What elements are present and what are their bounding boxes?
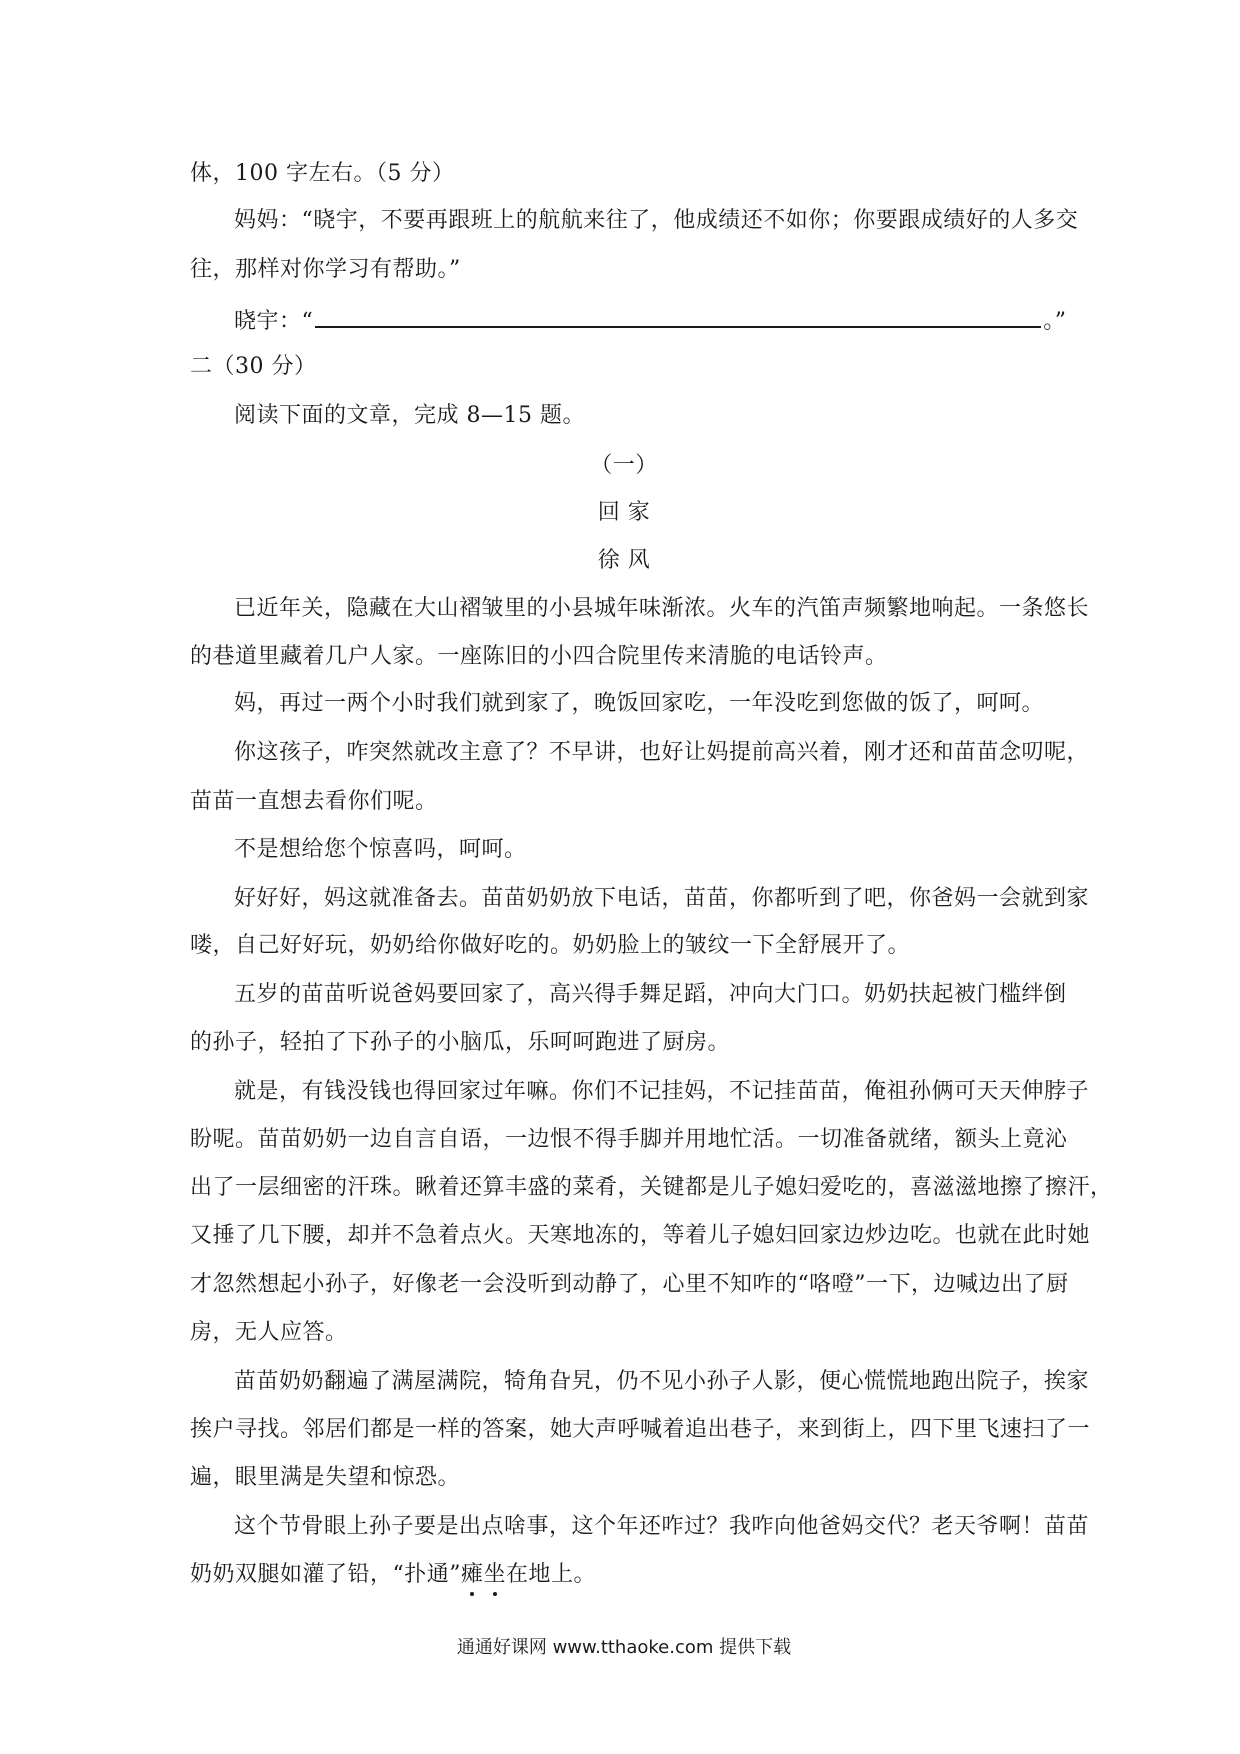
- reading-instruction: 阅读下面的文章，完成 8—15 题。: [234, 403, 585, 428]
- p9-text-b: 在地上。: [506, 1562, 597, 1587]
- paragraph-9-line-2: [190, 1560, 1058, 1590]
- paragraph-1-line-2: 的巷道里藏着几户人家。一座陈旧的小四合院里传来清脆的电话铃声。: [190, 644, 888, 669]
- paragraph-7-line-1: 就是，有钱没钱也得回家过年嘛。你们不记挂妈，不记挂苗苗，俺祖孙俩可天天伸脖子: [234, 1079, 1090, 1104]
- emphasis-char-2: 坐: [484, 1560, 507, 1590]
- emphasis-char-1: 瘫: [461, 1560, 484, 1590]
- p9-text-a: 奶奶双腿如灌了铅，“扑通”: [190, 1562, 461, 1587]
- answer-blank[interactable]: [315, 304, 1041, 328]
- xiaoyu-prefix: 晓宇：“: [234, 309, 314, 334]
- article-title: 回 家: [597, 500, 651, 525]
- paragraph-6-line-1: 五岁的苗苗听说爸妈要回家了，高兴得手舞足蹈，冲向大门口。奶奶扶起被门槛绊倒: [234, 982, 1067, 1007]
- paragraph-6-line-2: 的孙子，轻拍了下孙子的小脑瓜，乐呵呵跑进了厨房。: [190, 1030, 731, 1055]
- paragraph-7-line-5: 才忽然想起小孙子，好像老一会没听到动静了，心里不知咋的“咯噔”一下，边喊边出了厨: [190, 1272, 1069, 1297]
- paragraph-7-line-4: 又捶了几下腰，却并不急着点火。天寒地冻的，等着儿子媳妇回家边炒边吃。也就在此时她: [190, 1223, 1091, 1248]
- paragraph-7-line-2: 盼呢。苗苗奶奶一边自言自语，一边恨不得手脚并用地忙活。一切准备就绪，额头上竟沁: [190, 1127, 1068, 1152]
- paragraph-5-line-1: 好好好，妈这就准备去。苗苗奶奶放下电话，苗苗，你都听到了吧，你爸妈一会就到家: [234, 886, 1090, 911]
- paragraph-7-line-3: 出了一层细密的汗珠。瞅着还算丰盛的菜肴，关键都是儿子媳妇爱吃的，喜滋滋地擦了擦汗，: [190, 1175, 1113, 1200]
- paragraph-3-line-1: 你这孩子，咋突然就改主意了？不早讲，也好让妈提前高兴着，刚才还和苗苗念叨呢，: [234, 740, 1090, 765]
- paragraph-8-line-2: 挨户寻找。邻居们都是一样的答案，她大声呼喊着追出巷子，来到街上，四下里飞速扫了一: [190, 1417, 1091, 1442]
- paragraph-8-line-3: 遍，眼里满是失望和惊恐。: [190, 1465, 461, 1490]
- xiaoyu-answer-line: [234, 304, 1067, 337]
- paragraph-4-line-1: 不是想给您个惊喜吗，呵呵。: [234, 837, 527, 862]
- paragraph-8-line-1: 苗苗奶奶翻遍了满屋满院，犄角旮旯，仍不见小孙子人影，便心慌慌地跑出院子，挨家: [234, 1369, 1090, 1394]
- paragraph-1-line-1: 已近年关，隐藏在大山褶皱里的小县城年味渐浓。火车的汽笛声频繁地响起。一条悠长: [234, 596, 1090, 621]
- section-heading: 二（30 分）: [190, 354, 317, 379]
- footer-credit: 通通好课网 www.tthaoke.com 提供下载: [456, 1637, 792, 1658]
- part-label: （一）: [590, 453, 658, 478]
- mom-dialogue-line-2: 往，那样对你学习有帮助。”: [190, 257, 461, 282]
- article-author: 徐 风: [597, 548, 651, 573]
- paragraph-9-line-1: 这个节骨眼上孙子要是出点啥事，这个年还咋过？我咋向他爸妈交代？老天爷啊！苗苗: [234, 1514, 1090, 1539]
- paragraph-2-line-1: 妈，再过一两个小时我们就到家了，晚饭回家吃，一年没吃到您做的饭了，呵呵。: [234, 691, 1045, 716]
- paragraph-5-line-2: 喽，自己好好玩，奶奶给你做好吃的。奶奶脸上的皱纹一下全舒展开了。: [190, 933, 911, 958]
- question-tail: 体，100 字左右。（5 分）: [190, 161, 455, 186]
- mom-dialogue-line-1: 妈妈：“晓宇，不要再跟班上的航航来往了，他成绩还不如你；你要跟成绩好的人多交: [234, 208, 1079, 233]
- paragraph-7-line-6: 房，无人应答。: [190, 1320, 348, 1345]
- paragraph-3-line-2: 苗苗一直想去看你们呢。: [190, 789, 438, 814]
- xiaoyu-suffix: 。”: [1043, 309, 1067, 334]
